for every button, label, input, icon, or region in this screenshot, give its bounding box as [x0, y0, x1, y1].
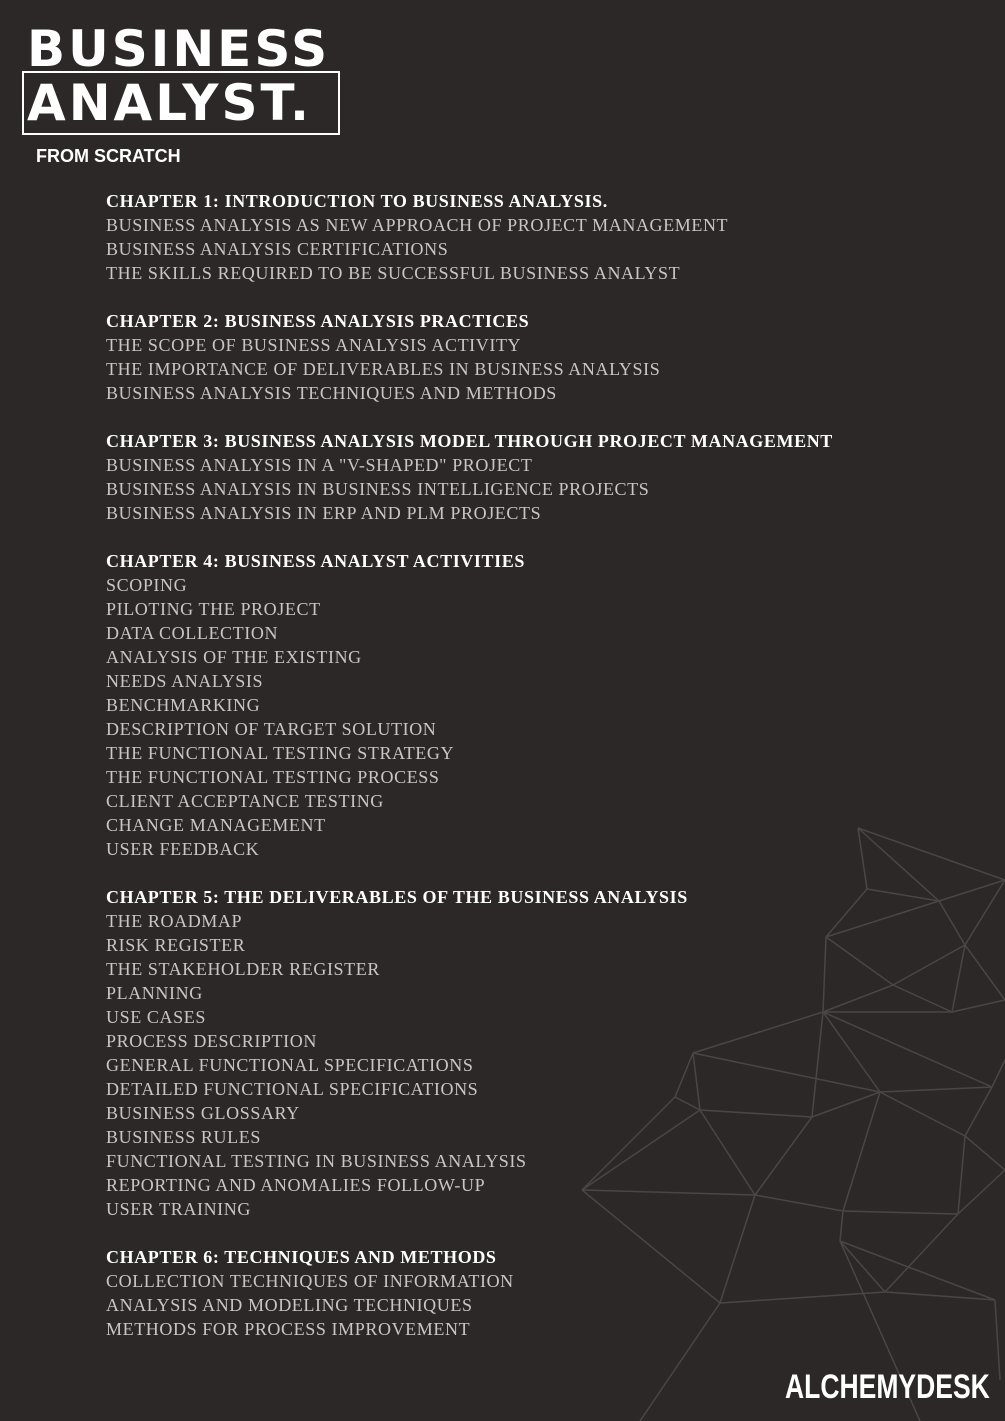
chapter-section	[106, 549, 833, 861]
chapter-section	[106, 429, 833, 525]
chapter-item: PROCESS DESCRIPTION	[106, 1031, 317, 1051]
mesh-line	[952, 1000, 1005, 1012]
chapter-item: CLIENT ACCEPTANCE TESTING	[106, 791, 384, 811]
chapter-section	[106, 1245, 833, 1341]
chapter-item: BUSINESS GLOSSARY	[106, 1103, 300, 1123]
chapter-item: THE SKILLS REQUIRED TO BE SUCCESSFUL BUSINESS ANALYST	[106, 263, 681, 283]
subtitle: FROM SCRATCH	[36, 146, 181, 166]
mesh-line	[880, 1087, 992, 1092]
mesh-line	[843, 1211, 958, 1214]
title-business: BUSINESS	[27, 20, 331, 78]
mesh-line	[840, 1241, 885, 1292]
chapter-item: FUNCTIONAL TESTING IN BUSINESS ANALYSIS	[106, 1151, 527, 1171]
mesh-line	[840, 1211, 843, 1241]
mesh-line	[965, 1136, 1005, 1170]
mesh-line	[893, 945, 965, 985]
mesh-line	[826, 937, 893, 985]
chapter-item: THE STAKEHOLDER REGISTER	[106, 959, 380, 979]
chapter-item: THE FUNCTIONAL TESTING STRATEGY	[106, 743, 455, 763]
chapter-item: DETAILED FUNCTIONAL SPECIFICATIONS	[106, 1079, 479, 1099]
brand-logo: ALCHEMYDESK	[785, 1368, 990, 1406]
chapter-item: USER TRAINING	[106, 1199, 251, 1219]
chapter-section	[106, 885, 833, 1221]
mesh-line	[995, 1300, 1000, 1380]
title-analyst: ANALYST.	[27, 74, 313, 132]
chapter-item: BUSINESS ANALYSIS IN BUSINESS INTELLIGENCE PROJECTS	[106, 479, 650, 499]
chapter-item: USE CASES	[106, 1007, 206, 1027]
chapter-item: NEEDS ANALYSIS	[106, 671, 264, 691]
mesh-line	[965, 945, 1005, 1000]
chapter-item: GENERAL FUNCTIONAL SPECIFICATIONS	[106, 1055, 474, 1075]
mesh-line	[858, 828, 867, 889]
mesh-line	[965, 1087, 992, 1136]
chapter-item: THE SCOPE OF BUSINESS ANALYSIS ACTIVITY	[106, 335, 522, 355]
chapter-item: PILOTING THE PROJECT	[106, 599, 321, 619]
mesh-line	[823, 985, 893, 1012]
chapter-title: CHAPTER 6: TECHNIQUES AND METHODS	[106, 1247, 497, 1267]
mesh-line	[823, 1012, 992, 1087]
mesh-line	[952, 945, 965, 1012]
chapter-item: BUSINESS ANALYSIS IN A "V-SHAPED" PROJECT	[106, 455, 533, 475]
chapter-item: CHANGE MANAGEMENT	[106, 815, 326, 835]
chapter-item: RISK REGISTER	[106, 935, 246, 955]
chapter-item: BUSINESS ANALYSIS AS NEW APPROACH OF PROJECT MANAGEMENT	[106, 215, 729, 235]
chapter-item: BUSINESS ANALYSIS IN ERP AND PLM PROJECTS	[106, 503, 542, 523]
chapter-title: CHAPTER 2: BUSINESS ANALYSIS PRACTICES	[106, 311, 530, 331]
chapter-item: USER FEEDBACK	[106, 839, 260, 859]
chapter-item: THE ROADMAP	[106, 911, 243, 931]
chapter-title: CHAPTER 4: BUSINESS ANALYST ACTIVITIES	[106, 551, 525, 571]
mesh-line	[958, 1170, 1005, 1214]
chapter-item: ANALYSIS OF THE EXISTING	[106, 647, 362, 667]
chapter-item: THE FUNCTIONAL TESTING PROCESS	[106, 767, 440, 787]
chapter-item: COLLECTION TECHNIQUES OF INFORMATION	[106, 1271, 514, 1291]
chapter-item: BUSINESS RULES	[106, 1127, 261, 1147]
mesh-line	[992, 1060, 1005, 1087]
chapter-item: THE IMPORTANCE OF DELIVERABLES IN BUSINESS ANALYSIS	[106, 359, 661, 379]
chapter-section	[106, 309, 833, 405]
chapter-item: ANALYSIS AND MODELING TECHNIQUES	[106, 1295, 473, 1315]
mesh-line	[880, 1092, 965, 1136]
mesh-line	[885, 1214, 958, 1292]
mesh-line	[965, 880, 1005, 945]
chapter-item: REPORTING AND ANOMALIES FOLLOW-UP	[106, 1175, 486, 1195]
chapter-item: SCOPING	[106, 575, 188, 595]
chapter-item: METHODS FOR PROCESS IMPROVEMENT	[106, 1319, 471, 1339]
chapter-item: DESCRIPTION OF TARGET SOLUTION	[106, 719, 437, 739]
mesh-line	[893, 985, 952, 1012]
mesh-line	[840, 1241, 995, 1300]
mesh-line	[843, 1092, 880, 1211]
table-of-contents	[106, 189, 833, 1365]
mesh-line	[939, 901, 965, 945]
mesh-line	[958, 1136, 965, 1214]
chapter-title: CHAPTER 3: BUSINESS ANALYSIS MODEL THROUGH PROJECT MANAGEMENT	[106, 431, 833, 451]
chapter-item: BUSINESS ANALYSIS TECHNIQUES AND METHODS	[106, 383, 557, 403]
chapter-item: PLANNING	[106, 983, 203, 1003]
mesh-line	[939, 880, 1005, 901]
chapter-item: BUSINESS ANALYSIS CERTIFICATIONS	[106, 239, 449, 259]
chapter-item: BENCHMARKING	[106, 695, 261, 715]
chapter-title: CHAPTER 5: THE DELIVERABLES OF THE BUSINESS ANALYSIS	[106, 887, 688, 907]
chapter-section	[106, 189, 833, 285]
chapter-item: DATA COLLECTION	[106, 623, 279, 643]
chapter-title: CHAPTER 1: INTRODUCTION TO BUSINESS ANALYSIS.	[106, 191, 608, 211]
mesh-line	[858, 828, 1005, 880]
mesh-line	[826, 901, 939, 937]
